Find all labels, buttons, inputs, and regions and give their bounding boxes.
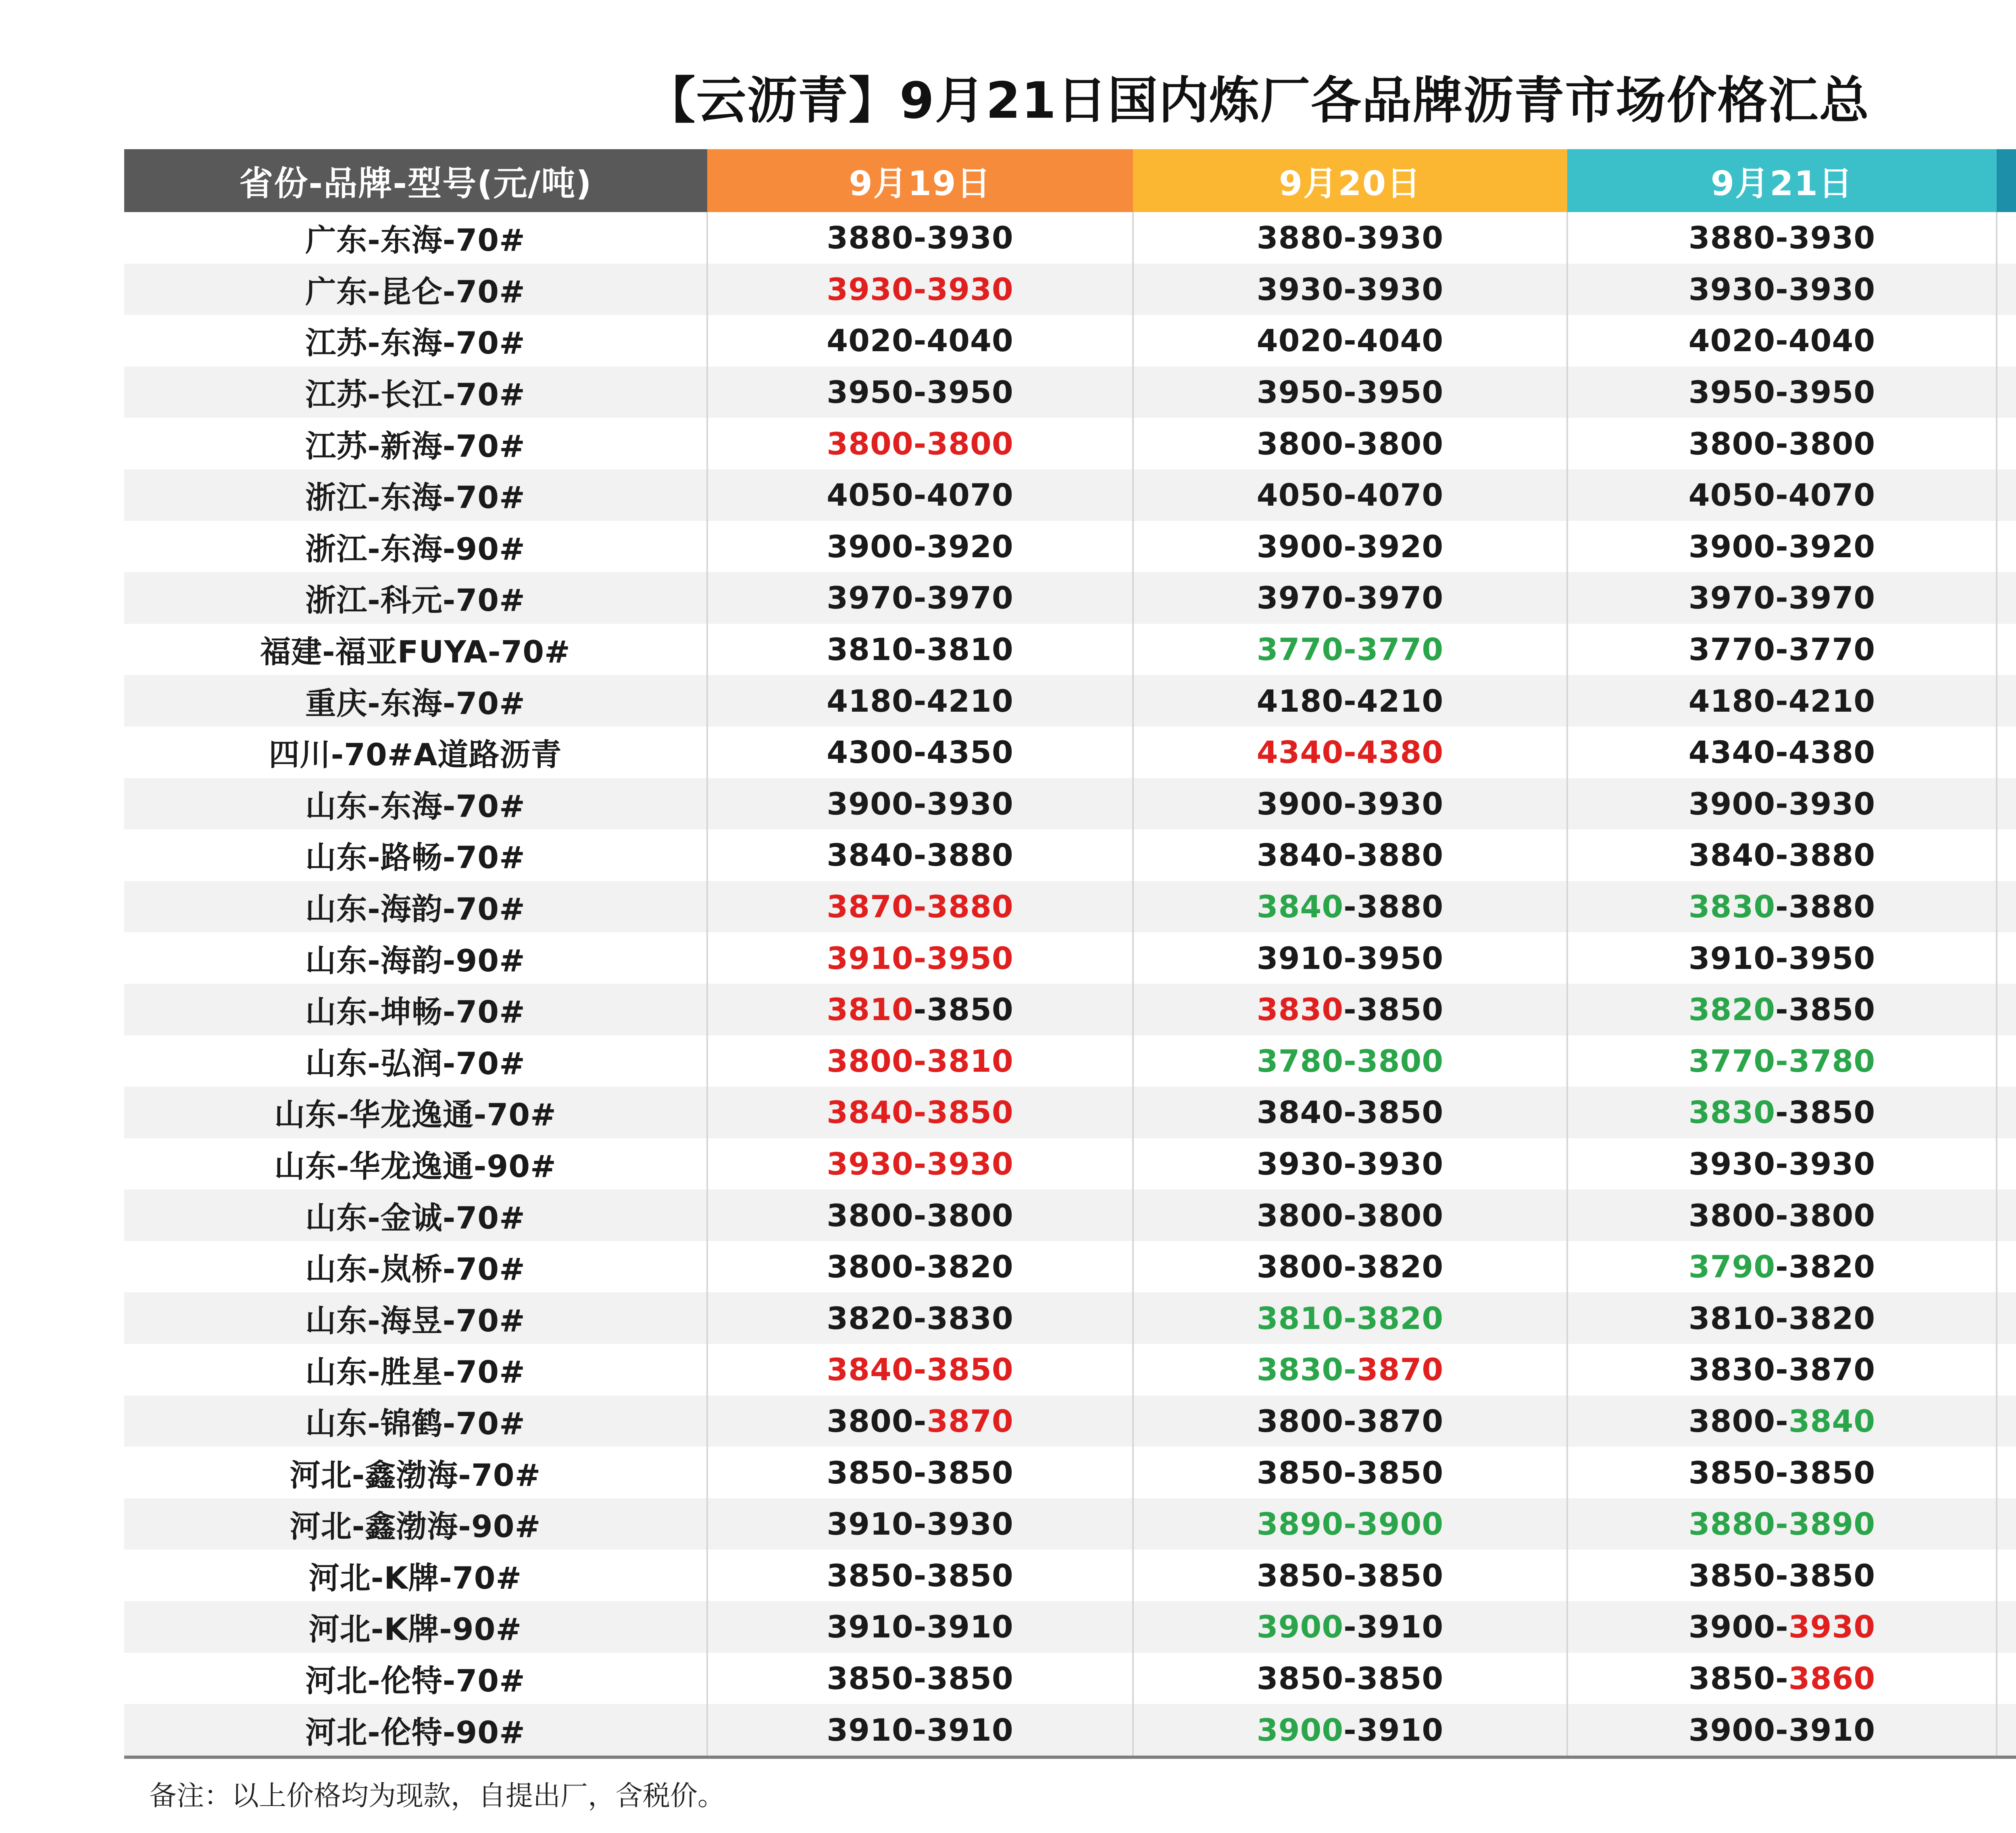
cell-sep19: 3910-3910 [707, 1704, 1133, 1757]
cell-sep19: 3900-3920 [707, 521, 1133, 573]
cell-sep21: 3900-3930 [1567, 1601, 1997, 1653]
cell-sep19: 3800-3800 [707, 418, 1133, 469]
table-row [124, 1653, 2016, 1704]
cell-region: 山东-金诚-70# [124, 1189, 707, 1241]
table-row [124, 1601, 2016, 1653]
cell-sep19: 3950-3950 [707, 367, 1133, 418]
cell-region: 重庆-东海-70# [124, 675, 707, 727]
cell-sep19: 3910-3930 [707, 1498, 1133, 1550]
table-row [124, 932, 2016, 984]
price-table [124, 149, 2016, 1759]
table-row [124, 572, 2016, 624]
cell-region: 河北-K牌-70# [308, 1560, 522, 1596]
cell-sep20: 3800-3820 [1133, 1241, 1567, 1293]
cell-region: 山东-海昱-70# [124, 1292, 707, 1344]
cell-change [1997, 932, 2016, 984]
cell-sep21: 3840-3880 [1567, 829, 1997, 881]
cell-region: 浙江-科元-70# [124, 572, 707, 624]
cell-region: 山东-华龙逸通-90# [274, 1148, 556, 1184]
cell-region: 江苏-新海-70# [305, 428, 525, 464]
cell-region: 山东-海韵-90# [305, 942, 525, 979]
cell-region: 河北-伦特-70# [305, 1662, 525, 1699]
cell-change [1997, 881, 2016, 933]
cell-sep20: 3950-3950 [1133, 367, 1567, 418]
table-row [124, 367, 2016, 418]
cell-region: 河北-伦特-90# [124, 1704, 707, 1757]
header-change [1997, 149, 2016, 212]
cell-sep19: 3930-3930 [707, 1138, 1133, 1190]
cell-sep20: 3930-3930 [1133, 264, 1567, 315]
cell-sep21: 3880-3930 [1567, 212, 1997, 264]
cell-change [1997, 984, 2016, 1035]
cell-region: 山东-岚桥-70# [305, 1251, 525, 1287]
cell-sep20: 3850-3850 [1133, 1550, 1567, 1601]
cell-change [1997, 367, 2016, 418]
cell-sep19: 4020-4040 [707, 315, 1133, 367]
cell-sep21: 4050-4070 [1567, 469, 1997, 521]
cell-sep20: 3970-3970 [1133, 572, 1567, 624]
cell-sep19: 3810-3810 [707, 624, 1133, 675]
table-row [124, 1396, 2016, 1447]
cell-change [1997, 675, 2016, 727]
cell-change [1997, 1498, 2016, 1550]
header-region: 省份-品牌-型号(元/吨) [124, 149, 707, 212]
header-sep20: 9月20日 [1133, 149, 1567, 212]
cell-sep21: 3900-3920 [1567, 521, 1997, 573]
table-row [124, 1087, 2016, 1138]
header-sep21: 9月21日 [1567, 149, 1997, 212]
cell-sep20: 3780-3800 [1133, 1035, 1567, 1087]
cell-sep19: 3910-3910 [707, 1601, 1133, 1653]
cell-region: 山东-华龙逸通-70# [124, 1087, 707, 1138]
cell-sep21: 4340-4380 [1567, 727, 1997, 778]
cell-sep20: 3840-3880 [1133, 829, 1567, 881]
cell-sep19: 3870-3880 [707, 881, 1133, 933]
table-row [124, 1498, 2016, 1550]
cell-sep21: 4180-4210 [1567, 675, 1997, 727]
table-row [124, 624, 2016, 675]
cell-change [1997, 778, 2016, 830]
cell-sep20: 3840-3880 [1133, 881, 1567, 933]
cell-region: 四川-70#A道路沥青 [269, 737, 562, 773]
cell-change [1997, 521, 2016, 573]
cell-sep19: 3800-3870 [707, 1396, 1133, 1447]
cell-change [1997, 1550, 2016, 1601]
cell-region: 江苏-长江-70# [124, 367, 707, 418]
table-row [124, 469, 2016, 521]
cell-region: 山东-海韵-70# [124, 881, 707, 933]
table-row [124, 1550, 2016, 1601]
cell-sep21: 3830-3870 [1567, 1344, 1997, 1396]
cell-change [1997, 624, 2016, 675]
table-row [124, 829, 2016, 881]
cell-region: 河北-K牌-90# [124, 1601, 707, 1653]
cell-sep19: 3800-3810 [707, 1035, 1133, 1087]
table-row [124, 881, 2016, 933]
cell-sep19: 3850-3850 [707, 1653, 1133, 1704]
cell-region: 浙江-东海-90# [305, 531, 525, 567]
cell-sep20: 3830-3870 [1133, 1344, 1567, 1396]
table-row [124, 521, 2016, 573]
cell-sep21: 3810-3820 [1567, 1292, 1997, 1344]
cell-change [1997, 1653, 2016, 1704]
cell-sep21: 3900-3910 [1567, 1704, 1997, 1757]
table-row [124, 778, 2016, 830]
cell-region: 广东-昆仑-70# [124, 264, 707, 315]
table-row [124, 418, 2016, 469]
cell-change [1997, 1138, 2016, 1190]
cell-change [1997, 264, 2016, 315]
cell-sep20: 3800-3800 [1133, 1189, 1567, 1241]
cell-sep21: 3910-3950 [1567, 932, 1997, 984]
cell-sep19: 3850-3850 [707, 1447, 1133, 1498]
page-title: 【云沥青】9月21日国内炼厂各品牌沥青市场价格汇总 [645, 72, 1870, 130]
cell-change [1997, 1087, 2016, 1138]
cell-change [1997, 1241, 2016, 1293]
cell-change [1997, 572, 2016, 624]
table-row [124, 1704, 2016, 1757]
cell-sep19: 3800-3820 [707, 1241, 1133, 1293]
cell-change [1997, 1292, 2016, 1344]
cell-change [1997, 829, 2016, 881]
cell-sep21: 3900-3930 [1567, 778, 1997, 830]
cell-sep20: 3830-3850 [1133, 984, 1567, 1035]
cell-sep21: 3970-3970 [1567, 572, 1997, 624]
cell-sep19: 3930-3930 [707, 264, 1133, 315]
cell-sep21: 3800-3800 [1567, 418, 1997, 469]
cell-change [1997, 1035, 2016, 1087]
cell-sep20: 3910-3950 [1133, 932, 1567, 984]
cell-sep21: 3800-3840 [1567, 1396, 1997, 1447]
cell-sep21: 3930-3930 [1567, 264, 1997, 315]
table-row [124, 1138, 2016, 1190]
table-row [124, 1344, 2016, 1396]
cell-change [1997, 469, 2016, 521]
cell-change [1997, 1189, 2016, 1241]
cell-region: 河北-鑫渤海-70# [289, 1457, 541, 1493]
cell-change [1997, 1344, 2016, 1396]
cell-region: 河北-鑫渤海-90# [124, 1498, 707, 1550]
cell-sep21: 3930-3930 [1567, 1138, 1997, 1190]
cell-sep20: 3900-3920 [1133, 521, 1567, 573]
cell-sep19: 3850-3850 [707, 1550, 1133, 1601]
cell-change [1997, 212, 2016, 264]
cell-sep19: 3840-3850 [707, 1087, 1133, 1138]
table-row [124, 1189, 2016, 1241]
cell-sep20: 3810-3820 [1133, 1292, 1567, 1344]
cell-sep20: 3900-3930 [1133, 778, 1567, 830]
cell-change [1997, 315, 2016, 367]
cell-region: 江苏-东海-70# [305, 325, 525, 361]
cell-sep21: 3770-3770 [1567, 624, 1997, 675]
cell-sep19: 3840-3850 [707, 1344, 1133, 1396]
cell-change [1997, 727, 2016, 778]
cell-sep20: 3890-3900 [1133, 1498, 1567, 1550]
cell-change [1997, 1704, 2016, 1757]
cell-sep21: 3800-3800 [1567, 1189, 1997, 1241]
table-header-row [124, 149, 2016, 212]
cell-sep21: 3850-3850 [1567, 1447, 1997, 1498]
cell-sep19: 3970-3970 [707, 572, 1133, 624]
cell-region: 广东-东海-70# [305, 222, 525, 258]
cell-region: 山东-弘润-70# [305, 1045, 525, 1081]
table-row [124, 1292, 2016, 1344]
cell-sep19: 3810-3850 [707, 984, 1133, 1035]
cell-sep21: 3850-3850 [1567, 1550, 1997, 1601]
cell-sep20: 3850-3850 [1133, 1447, 1567, 1498]
cell-sep19: 4050-4070 [707, 469, 1133, 521]
cell-sep21: 3820-3850 [1567, 984, 1997, 1035]
cell-sep21: 3830-3880 [1567, 881, 1997, 933]
cell-sep19: 3880-3930 [707, 212, 1133, 264]
cell-sep20: 4050-4070 [1133, 469, 1567, 521]
cell-sep19: 4180-4210 [707, 675, 1133, 727]
table-row [124, 1035, 2016, 1087]
cell-region: 福建-福亚FUYA-70# [260, 634, 571, 670]
cell-sep19: 3800-3800 [707, 1189, 1133, 1241]
header-sep19: 9月19日 [707, 149, 1133, 212]
table-row [124, 212, 2016, 264]
cell-sep21: 3950-3950 [1567, 367, 1997, 418]
footnote: 备注：以上价格均为现款，自提出厂，含税价。 [149, 1780, 725, 1812]
cell-sep21: 3830-3850 [1567, 1087, 1997, 1138]
cell-sep21: 3880-3890 [1567, 1498, 1997, 1550]
cell-sep20: 3880-3930 [1133, 212, 1567, 264]
cell-sep20: 3930-3930 [1133, 1138, 1567, 1190]
cell-region: 山东-路畅-70# [305, 839, 525, 876]
cell-sep20: 4020-4040 [1133, 315, 1567, 367]
cell-sep19: 3910-3950 [707, 932, 1133, 984]
table-row [124, 984, 2016, 1035]
cell-change [1997, 1396, 2016, 1447]
table-row [124, 1241, 2016, 1293]
table-row [124, 315, 2016, 367]
cell-sep21: 4020-4040 [1567, 315, 1997, 367]
table-row [124, 1447, 2016, 1498]
cell-sep20: 4180-4210 [1133, 675, 1567, 727]
cell-sep19: 4300-4350 [707, 727, 1133, 778]
cell-sep20: 3850-3850 [1133, 1653, 1567, 1704]
cell-sep20: 3800-3870 [1133, 1396, 1567, 1447]
table-row [124, 264, 2016, 315]
cell-region: 山东-坤畅-70# [124, 984, 707, 1035]
cell-region: 浙江-东海-70# [124, 469, 707, 521]
cell-region: 山东-东海-70# [124, 778, 707, 830]
cell-sep21: 3790-3820 [1567, 1241, 1997, 1293]
cell-change [1997, 1601, 2016, 1653]
cell-sep20: 3900-3910 [1133, 1601, 1567, 1653]
cell-sep19: 3820-3830 [707, 1292, 1133, 1344]
cell-sep20: 3770-3770 [1133, 624, 1567, 675]
cell-sep19: 3900-3930 [707, 778, 1133, 830]
cell-change [1997, 1447, 2016, 1498]
cell-sep20: 3840-3850 [1133, 1087, 1567, 1138]
cell-region: 山东-锦鹤-70# [124, 1396, 707, 1447]
cell-sep20: 4340-4380 [1133, 727, 1567, 778]
cell-sep20: 3800-3800 [1133, 418, 1567, 469]
cell-sep21: 3770-3780 [1567, 1035, 1997, 1087]
cell-region: 山东-胜星-70# [305, 1354, 525, 1390]
cell-change [1997, 418, 2016, 469]
table-row [124, 675, 2016, 727]
table-row [124, 727, 2016, 778]
cell-sep19: 3840-3880 [707, 829, 1133, 881]
cell-sep21: 3850-3860 [1567, 1653, 1997, 1704]
table-body [124, 212, 2016, 1757]
cell-sep20: 3900-3910 [1133, 1704, 1567, 1757]
